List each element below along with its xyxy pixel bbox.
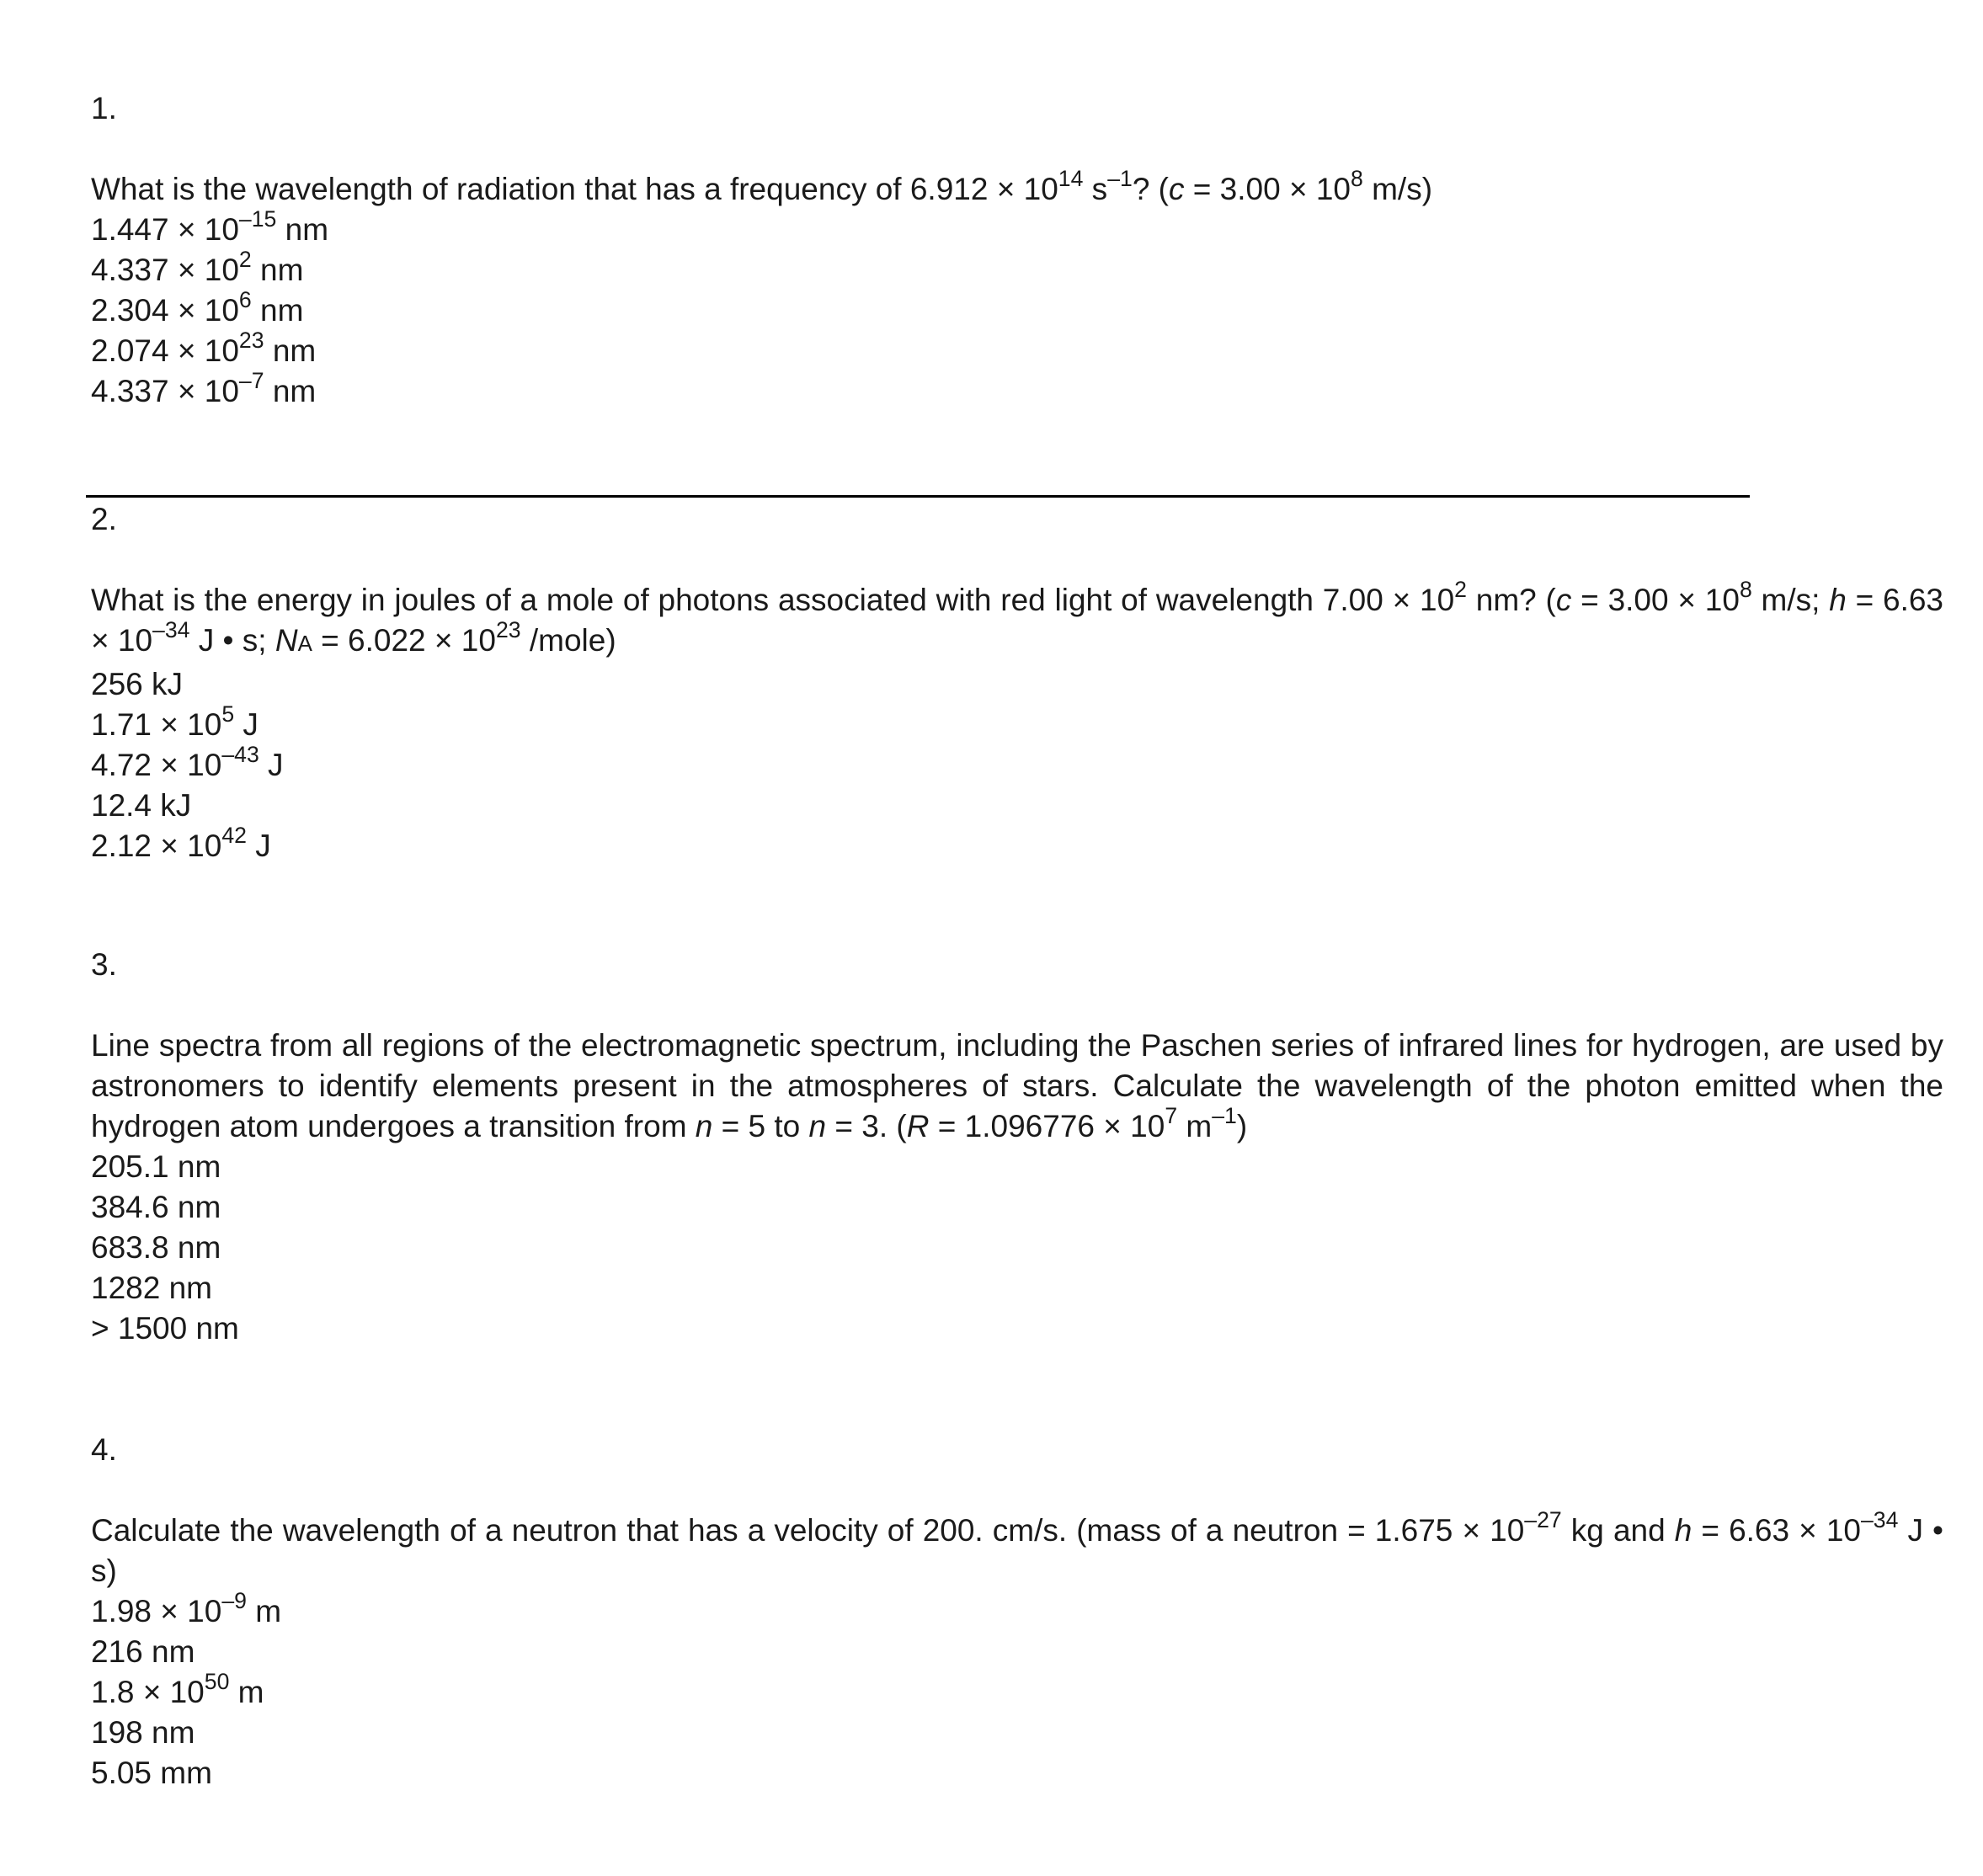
question-stem: Calculate the wavelength of a neutron that has a velocity of 200. cm/s. (mass of a neutron = $1.675 \times 10^{-27}$ kg and $h = 6.63 \times 10^{-34}$ J • s) [91, 1507, 1944, 1588]
answer-choice[interactable]: 205.1 nm [91, 1149, 221, 1184]
answer-choices [91, 206, 1943, 412]
answer-choice[interactable]: 5.05 mm [91, 1756, 212, 1790]
answer-choice[interactable]: $2.074 \times 10^{23}$ nm [91, 328, 317, 368]
question-number: 3. [91, 947, 117, 982]
question-1 [91, 88, 1943, 412]
answer-choice[interactable]: $1.447 \times 10^{-15}$ nm [91, 206, 329, 247]
answer-choice[interactable]: $1.8 \times 10^{50}$ m [91, 1669, 264, 1709]
answer-choice[interactable]: 216 nm [91, 1634, 195, 1669]
question-number: 2. [91, 502, 117, 536]
answer-choices [91, 1588, 1943, 1793]
answer-choice[interactable]: $2.12 \times 10^{42}$ J [91, 823, 271, 863]
question-number: 4. [91, 1432, 117, 1467]
answer-choice[interactable]: 683.8 nm [91, 1230, 221, 1265]
answer-choice[interactable]: 12.4 kJ [91, 788, 192, 823]
question-4 [91, 1430, 1943, 1793]
answer-choice[interactable]: 1282 nm [91, 1271, 212, 1305]
answer-choice[interactable]: $1.71 \times 10^5$ J [91, 701, 259, 742]
answer-choice[interactable]: 198 nm [91, 1715, 195, 1750]
answer-choice[interactable]: $4.337 \times 10^{-7}$ nm [91, 368, 317, 408]
answer-choice[interactable]: 384.6 nm [91, 1190, 221, 1224]
answer-choice[interactable]: > 1500 nm [91, 1311, 239, 1346]
question-2 [91, 499, 1943, 866]
divider-rule [86, 495, 1750, 498]
answer-choice[interactable]: $2.304 \times 10^6$ nm [91, 287, 304, 328]
answer-choice[interactable]: 256 kJ [91, 667, 184, 701]
answer-choice[interactable]: $1.98 \times 10^{-9}$ m [91, 1588, 282, 1628]
question-stem: What is the wavelength of radiation that has a frequency of $6.912 \times 10^{14}$ $s^{-1}$? ($c = 3.00 \times 10^8$ m/s) [91, 166, 1433, 206]
answer-choices [91, 664, 1943, 866]
question-3 [91, 945, 1943, 1349]
answer-choice[interactable]: $4.72 \times 10^{-43}$ J [91, 742, 284, 782]
question-number: 1. [91, 91, 117, 125]
answer-choice[interactable]: $4.337 \times 10^2$ nm [91, 247, 304, 287]
question-stem: Line spectra from all regions of the electromagnetic spectrum, including the Paschen series of infrared lines for hydrogen, are used by astronomers to identify elements present in the atmospheres of stars. Calculate the wavelength of the photon emitted when the hydrogen atom undergoes a transition from n = 5 to n = 3. ($R = 1.096776 \times 10^7$ $m^{-1}$) [91, 1028, 1943, 1143]
answer-choices [91, 1147, 1943, 1349]
question-stem: What is the energy in joules of a mole of photons associated with red light of wavelength $7.00 \times 10^2$ nm? ($c = 3.00 \times 10^8$ m/s; $h = 6.63 \times 10^{-34}$ J • s; NA = $6.022 \times 10^{23}$ /mole) [91, 577, 1943, 658]
